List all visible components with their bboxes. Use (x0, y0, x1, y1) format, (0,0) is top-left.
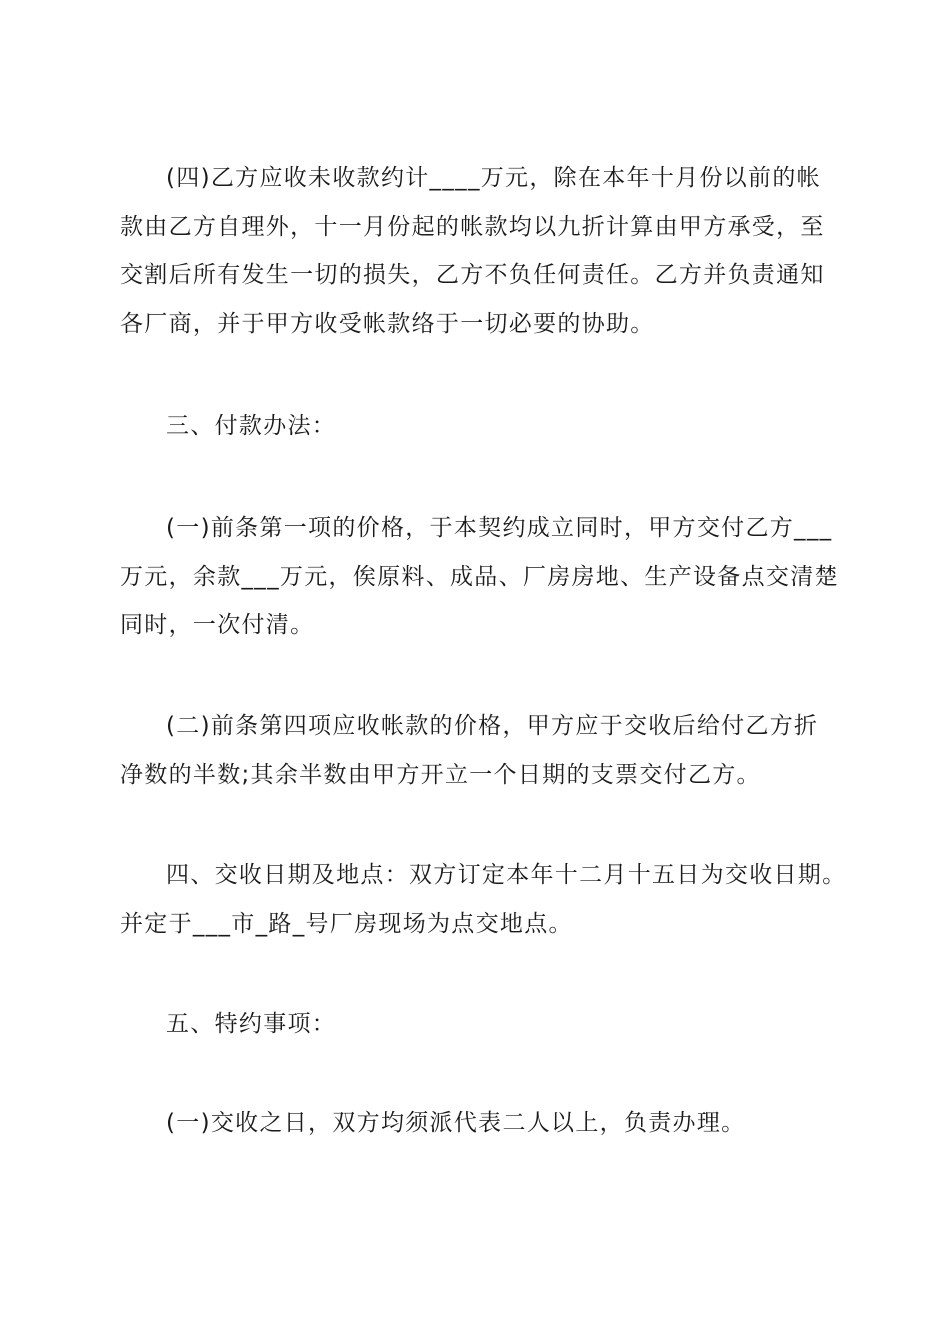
paragraph-delivery-date (120, 851, 847, 948)
text-line: (二)前条第四项应收帐款的价格，甲方应于交收后给付乙方折 (166, 713, 819, 739)
text-line: 五、特约事项： (166, 1011, 337, 1037)
paragraph-payment-1 (120, 504, 839, 650)
text-line: 三、付款办法： (166, 413, 337, 439)
text-line: 各厂商，并于甲方收受帐款络于一切必要的协助。 (120, 310, 655, 337)
text-line: 并定于___市_路_号厂房现场为点交地点。 (120, 910, 573, 937)
text-line: 四、交收日期及地点：双方订定本年十二月十五日为交收日期。 (166, 862, 847, 888)
text-line: 万元，余款___万元，俟原料、成品、厂房房地、生产设备点交清楚 (120, 563, 839, 590)
text-line: 同时，一次付清。 (120, 612, 315, 638)
text-line: (四)乙方应收未收款约计____万元，除在本年十月份以前的帐 (166, 165, 821, 191)
paragraph-receivables (120, 154, 832, 348)
text-line: 净数的半数;其余半数由甲方开立一个日期的支票交付乙方。 (120, 761, 761, 788)
text-line: (一)交收之日，双方均须派代表二人以上，负责办理。 (166, 1110, 746, 1136)
section-heading-special-terms (120, 1000, 832, 1049)
text-line: (一)前条第一项的价格，于本契约成立同时，甲方交付乙方___ (166, 515, 833, 541)
paragraph-special-terms-1 (120, 1099, 832, 1148)
section-heading-payment (120, 402, 832, 451)
text-line: 款由乙方自理外，十一月份起的帐款均以九折计算由甲方承受，至 (120, 213, 825, 240)
paragraph-payment-2 (120, 702, 832, 799)
text-line: 交割后所有发生一切的损失，乙方不负任何责任。乙方并负责通知 (120, 262, 825, 288)
